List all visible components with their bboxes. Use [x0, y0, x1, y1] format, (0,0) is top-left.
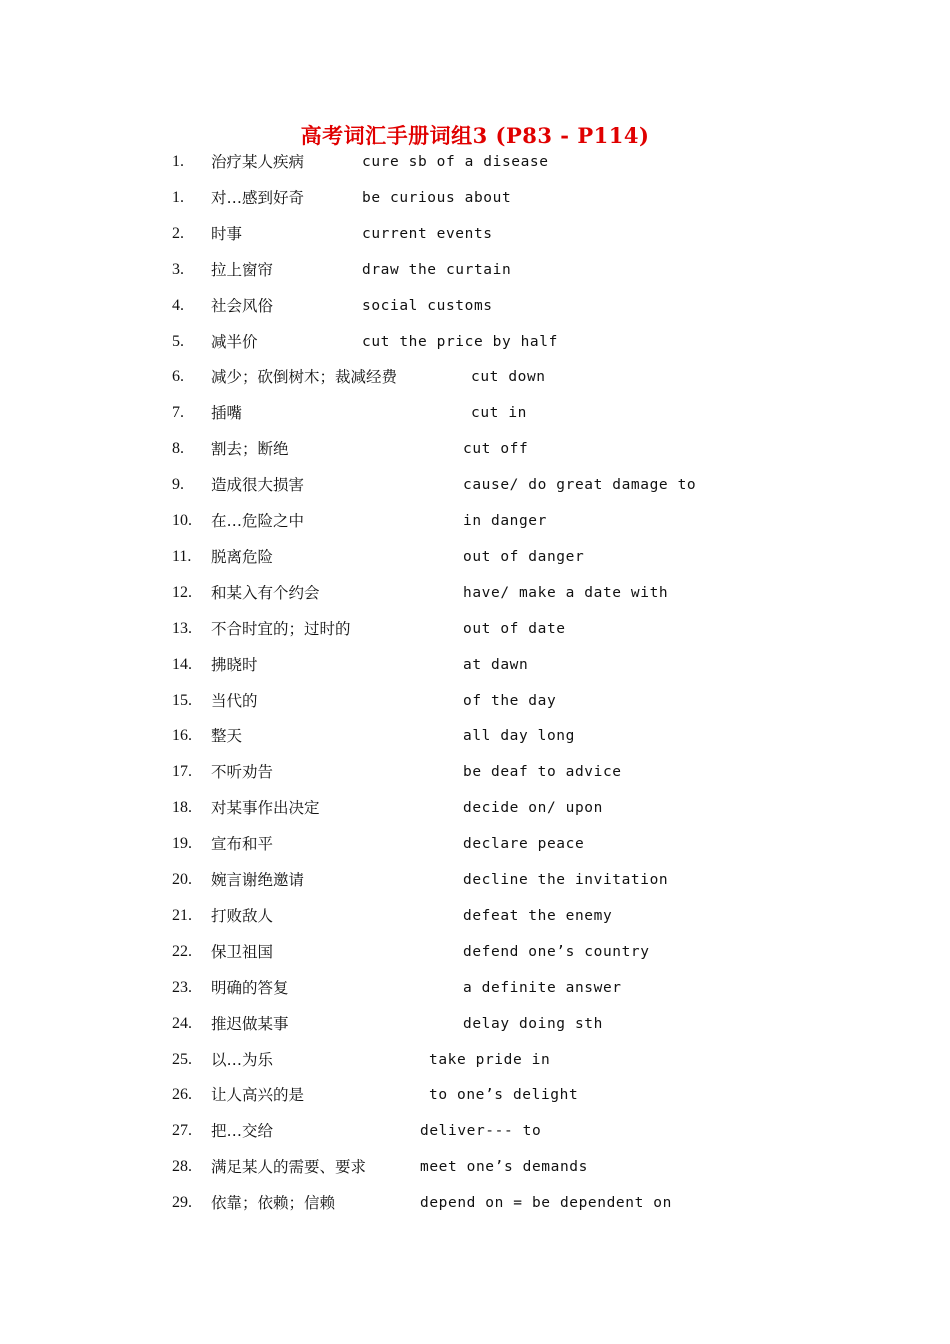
chinese-meaning: 保卫祖国 [211, 942, 274, 961]
english-phrase: deliver--- to [420, 1123, 542, 1140]
list-item [0, 1045, 950, 1075]
english-phrase: decide on/ upon [463, 800, 603, 817]
item-number: 1. [172, 188, 184, 206]
item-number: 5. [172, 332, 184, 350]
english-phrase: cut in [471, 405, 527, 422]
item-number: 8. [172, 440, 184, 458]
item-number: 22. [172, 942, 192, 960]
list-item [0, 1188, 950, 1218]
item-number: 27. [172, 1122, 192, 1140]
english-phrase: have/ make a date with [463, 584, 669, 601]
chinese-meaning: 在…危险之中 [211, 512, 305, 530]
chinese-meaning: 不合时宜的；过时的 [211, 619, 351, 638]
chinese-meaning: 减少；砍倒树木；裁减经费 [211, 368, 398, 387]
list-item [0, 1080, 950, 1110]
english-phrase: take pride in [429, 1051, 551, 1068]
item-number: 28. [172, 1158, 192, 1176]
list-item [0, 327, 950, 357]
english-phrase: out of danger [463, 548, 585, 565]
list-item [0, 1152, 950, 1182]
list-item [0, 398, 950, 428]
chinese-meaning: 拂晓时 [211, 655, 258, 674]
item-number: 11. [172, 547, 192, 565]
english-phrase: social customs [362, 297, 493, 314]
english-phrase: to one’s delight [429, 1087, 579, 1104]
english-phrase: cut down [471, 369, 546, 386]
chinese-meaning: 和某入有个约会 [211, 583, 320, 602]
item-number: 18. [172, 799, 192, 817]
english-phrase: out of date [463, 620, 566, 637]
english-phrase: delay doing sth [463, 1015, 603, 1032]
list-item [0, 614, 950, 644]
item-number: 4. [172, 296, 184, 314]
item-number: 24. [172, 1014, 192, 1032]
page-title: 高考词汇手册词组3 (P83 - P114) [300, 123, 650, 148]
list-item [0, 147, 950, 177]
list-item [0, 1009, 950, 1039]
chinese-meaning: 拉上窗帘 [211, 260, 274, 279]
chinese-meaning: 割去；断绝 [211, 440, 289, 459]
chinese-meaning: 对某事作出决定 [211, 799, 320, 818]
chinese-meaning: 造成很大损害 [211, 476, 305, 495]
list-item [0, 757, 950, 787]
chinese-meaning: 推迟做某事 [211, 1014, 289, 1033]
chinese-meaning: 对…感到好奇 [211, 188, 305, 207]
chinese-meaning: 时事 [211, 224, 243, 243]
english-phrase: all day long [463, 728, 575, 745]
item-number: 12. [172, 583, 192, 601]
english-phrase: cut the price by half [362, 333, 558, 350]
chinese-meaning: 治疗某人疾病 [211, 153, 305, 171]
list-item [0, 973, 950, 1003]
list-item [0, 362, 950, 392]
chinese-meaning: 把…交给 [211, 1122, 274, 1141]
list-item [0, 650, 950, 680]
list-item [0, 829, 950, 859]
item-number: 29. [172, 1194, 192, 1212]
chinese-meaning: 让人高兴的是 [211, 1086, 305, 1105]
item-number: 1. [172, 153, 184, 170]
list-item [0, 506, 950, 536]
item-number: 14. [172, 655, 192, 673]
chinese-meaning: 减半价 [211, 332, 258, 351]
item-number: 25. [172, 1050, 192, 1068]
list-item [0, 219, 950, 249]
chinese-meaning: 依靠；依赖；信赖 [211, 1194, 336, 1213]
list-item [0, 183, 950, 213]
list-item [0, 901, 950, 931]
english-phrase: depend on = be dependent on [420, 1195, 672, 1212]
chinese-meaning: 宣布和平 [211, 835, 274, 854]
english-phrase: current events [362, 225, 493, 242]
list-item [0, 865, 950, 895]
item-number: 16. [172, 727, 192, 745]
list-item [0, 578, 950, 608]
list-item [0, 542, 950, 572]
english-phrase: a definite answer [463, 979, 622, 996]
chinese-meaning: 以…为乐 [211, 1050, 274, 1069]
list-item [0, 721, 950, 751]
chinese-meaning: 不听劝告 [211, 763, 274, 782]
item-number: 9. [172, 476, 184, 494]
chinese-meaning: 当代的 [211, 691, 258, 710]
english-phrase: at dawn [463, 656, 529, 673]
item-number: 7. [172, 404, 184, 422]
item-number: 6. [172, 368, 184, 386]
english-phrase: be deaf to advice [463, 764, 622, 781]
english-phrase: defeat the enemy [463, 907, 613, 924]
chinese-meaning: 整天 [211, 727, 243, 746]
chinese-meaning: 婉言谢绝邀请 [211, 871, 305, 889]
chinese-meaning: 插嘴 [211, 404, 243, 423]
list-item [0, 470, 950, 500]
list-item [0, 686, 950, 716]
chinese-meaning: 打败敌人 [211, 906, 274, 925]
item-number: 2. [172, 224, 184, 242]
english-phrase: cure sb of a disease [362, 154, 549, 170]
english-phrase: meet one’s demands [420, 1159, 588, 1176]
english-phrase: draw the curtain [362, 261, 512, 278]
list-item [0, 434, 950, 464]
english-phrase: cause/ do great damage to [463, 477, 697, 494]
item-number: 17. [172, 763, 192, 781]
item-number: 19. [172, 835, 192, 853]
item-number: 26. [172, 1086, 192, 1104]
item-number: 23. [172, 978, 192, 996]
chinese-meaning: 社会风俗 [211, 296, 274, 315]
item-number: 3. [172, 260, 184, 278]
list-item [0, 291, 950, 321]
list-item [0, 937, 950, 967]
item-number: 10. [172, 512, 192, 529]
english-phrase: cut off [463, 441, 529, 458]
english-phrase: defend one’s country [463, 943, 650, 960]
item-number: 21. [172, 906, 192, 924]
list-item [0, 793, 950, 823]
chinese-meaning: 脱离危险 [211, 547, 274, 566]
list-item [0, 1116, 950, 1146]
english-phrase: declare peace [463, 836, 585, 853]
english-phrase: decline the invitation [463, 872, 669, 888]
item-number: 15. [172, 691, 192, 709]
chinese-meaning: 明确的答复 [211, 978, 289, 997]
english-phrase: of the day [463, 692, 557, 709]
item-number: 13. [172, 619, 192, 637]
english-phrase: be curious about [362, 189, 512, 206]
chinese-meaning: 满足某人的需要、要求 [211, 1158, 367, 1177]
english-phrase: in danger [463, 513, 547, 529]
list-item [0, 255, 950, 285]
item-number: 20. [172, 871, 192, 888]
